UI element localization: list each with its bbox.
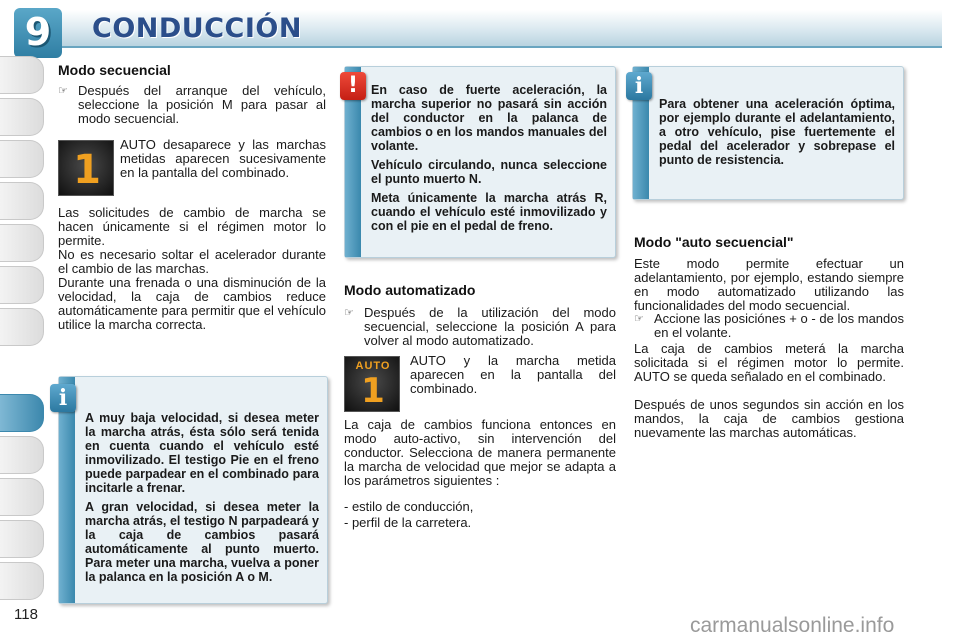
note-body: Para obtener una aceleración óptima, por ejemplo durante el adelantamiento, a otro vehículo, pise fuertemente el pedal del acelerador y sobrepase el punto de resistencia.	[659, 97, 895, 167]
pointing-hand-icon: ☞	[634, 313, 644, 325]
note-body: En caso de fuerte aceleración, la marcha superior no pasará sin acción del conductor en la palanca de cambios o en los mandos manuales del volante. Vehículo circulando, nunca seleccione el punto muerto N. Meta únicamente la marcha atrás R, cuando el vehículo esté inmovilizado y con el pie en el pedal de freno.	[371, 83, 607, 233]
warning-note-aceleracion	[344, 66, 616, 258]
heading-modo-automatizado: Modo automatizado	[344, 282, 476, 298]
chapter-badge	[14, 8, 62, 58]
info-icon: i	[626, 72, 652, 100]
bullet-modo-secuencial: ☞ Después del arranque del vehículo, seleccione la posición M para pasar al modo secuencial.	[58, 83, 326, 126]
list-item-estilo: - estilo de conducción,	[344, 499, 474, 514]
auto-disappears-text: AUTO desaparece y las marchas metidas aparecen sucesivamente en la pantalla del combinado.	[120, 137, 326, 180]
para-segundos-sin-accion: Después de unos segundos sin acción en los mandos, la caja de cambios gestiona nuevamente las marchas automáticas.	[634, 397, 904, 440]
exclamation-icon: !	[340, 72, 366, 100]
note-body: A muy baja velocidad, si desea meter la marcha atrás, ésta sólo será tenida en cuenta cuando el vehículo esté inmovilizado. El testigo Pie en el freno puede parpadear en el combinado para incitarle a frenar. A gran velocidad, si desea meter la marcha atrás, el testigo N parpadeará y la caja de cambios pasará automáticamente al punto muerto. Para meter una marcha, vuelva a poner la palanca en la posición A o M.	[85, 411, 319, 584]
para-caja-cambios: La caja de cambios funciona entonces en modo auto-activo, sin intervención del conductor. Selecciona de manera permanente la marcha de velocidad que mejor se adapta a los parámetros siguientes :	[344, 417, 616, 488]
para-acelerador: No es necesario soltar el acelerador durante el cambio de las marchas.	[58, 247, 326, 276]
page-number: 118	[14, 606, 38, 623]
info-icon: i	[50, 384, 76, 412]
pointing-hand-icon: ☞	[58, 85, 68, 97]
chapter-number: 9	[24, 10, 52, 54]
bullet-modo-automatizado: ☞ Después de la utilización del modo secuencial, seleccione la posición A para volver al modo automatizado.	[344, 305, 616, 348]
pointing-hand-icon: ☞	[344, 307, 354, 319]
side-tab[interactable]	[0, 520, 44, 558]
para-adelantamiento: Este modo permite efectuar un adelantamiento, por ejemplo, estando siempre en modo automatizado utilizando las funcionalidades del modo secuencial.	[634, 256, 904, 313]
heading-modo-secuencial: Modo secuencial	[58, 62, 171, 78]
gear-digit: 1	[73, 147, 101, 193]
para-frenada: Durante una frenada o una disminución de la velocidad, la caja de cambios reduce automáticamente para permitir que el vehículo utilice la marcha correcta.	[58, 275, 326, 332]
side-tab[interactable]	[0, 266, 44, 304]
side-tab[interactable]	[0, 56, 44, 94]
heading-modo-auto-secuencial: Modo "auto secuencial"	[634, 234, 794, 250]
list-item-perfil: - perfil de la carretera.	[344, 515, 472, 530]
auto-indicator-thumbnail	[344, 356, 400, 412]
side-tab[interactable]	[0, 140, 44, 178]
gear-indicator-thumbnail	[58, 140, 114, 196]
side-tab[interactable]	[0, 182, 44, 220]
side-tab[interactable]	[0, 562, 44, 600]
side-tab[interactable]	[0, 224, 44, 262]
side-tab[interactable]	[0, 98, 44, 136]
auto-label: AUTO	[355, 360, 391, 372]
info-note-baja-velocidad	[58, 376, 328, 604]
bullet-auto-secuencial: ☞ Accione las posiciónes + o - de los mandos en el volante.	[634, 311, 904, 340]
side-tab[interactable]	[0, 478, 44, 516]
side-tab-active[interactable]	[0, 394, 44, 432]
watermark: carmanualsonline.info	[690, 614, 895, 637]
gear-digit: 1	[361, 371, 385, 411]
para-marcha-solicitada: La caja de cambios meterá la marcha solicitada si el régimen motor lo permite. AUTO se queda señalado en el combinado.	[634, 341, 904, 384]
side-tab-index	[0, 56, 44, 616]
auto-and-gear-text: AUTO y la marcha metida aparecen en la pantalla del combinado.	[410, 353, 616, 396]
info-note-aceleracion-optima	[632, 66, 904, 200]
para-solicitudes: Las solicitudes de cambio de marcha se hacen únicamente si el régimen motor lo permite.	[58, 205, 326, 248]
side-tab[interactable]	[0, 308, 44, 346]
page-title: CONDUCCIÓN	[92, 13, 302, 44]
side-tab[interactable]	[0, 436, 44, 474]
